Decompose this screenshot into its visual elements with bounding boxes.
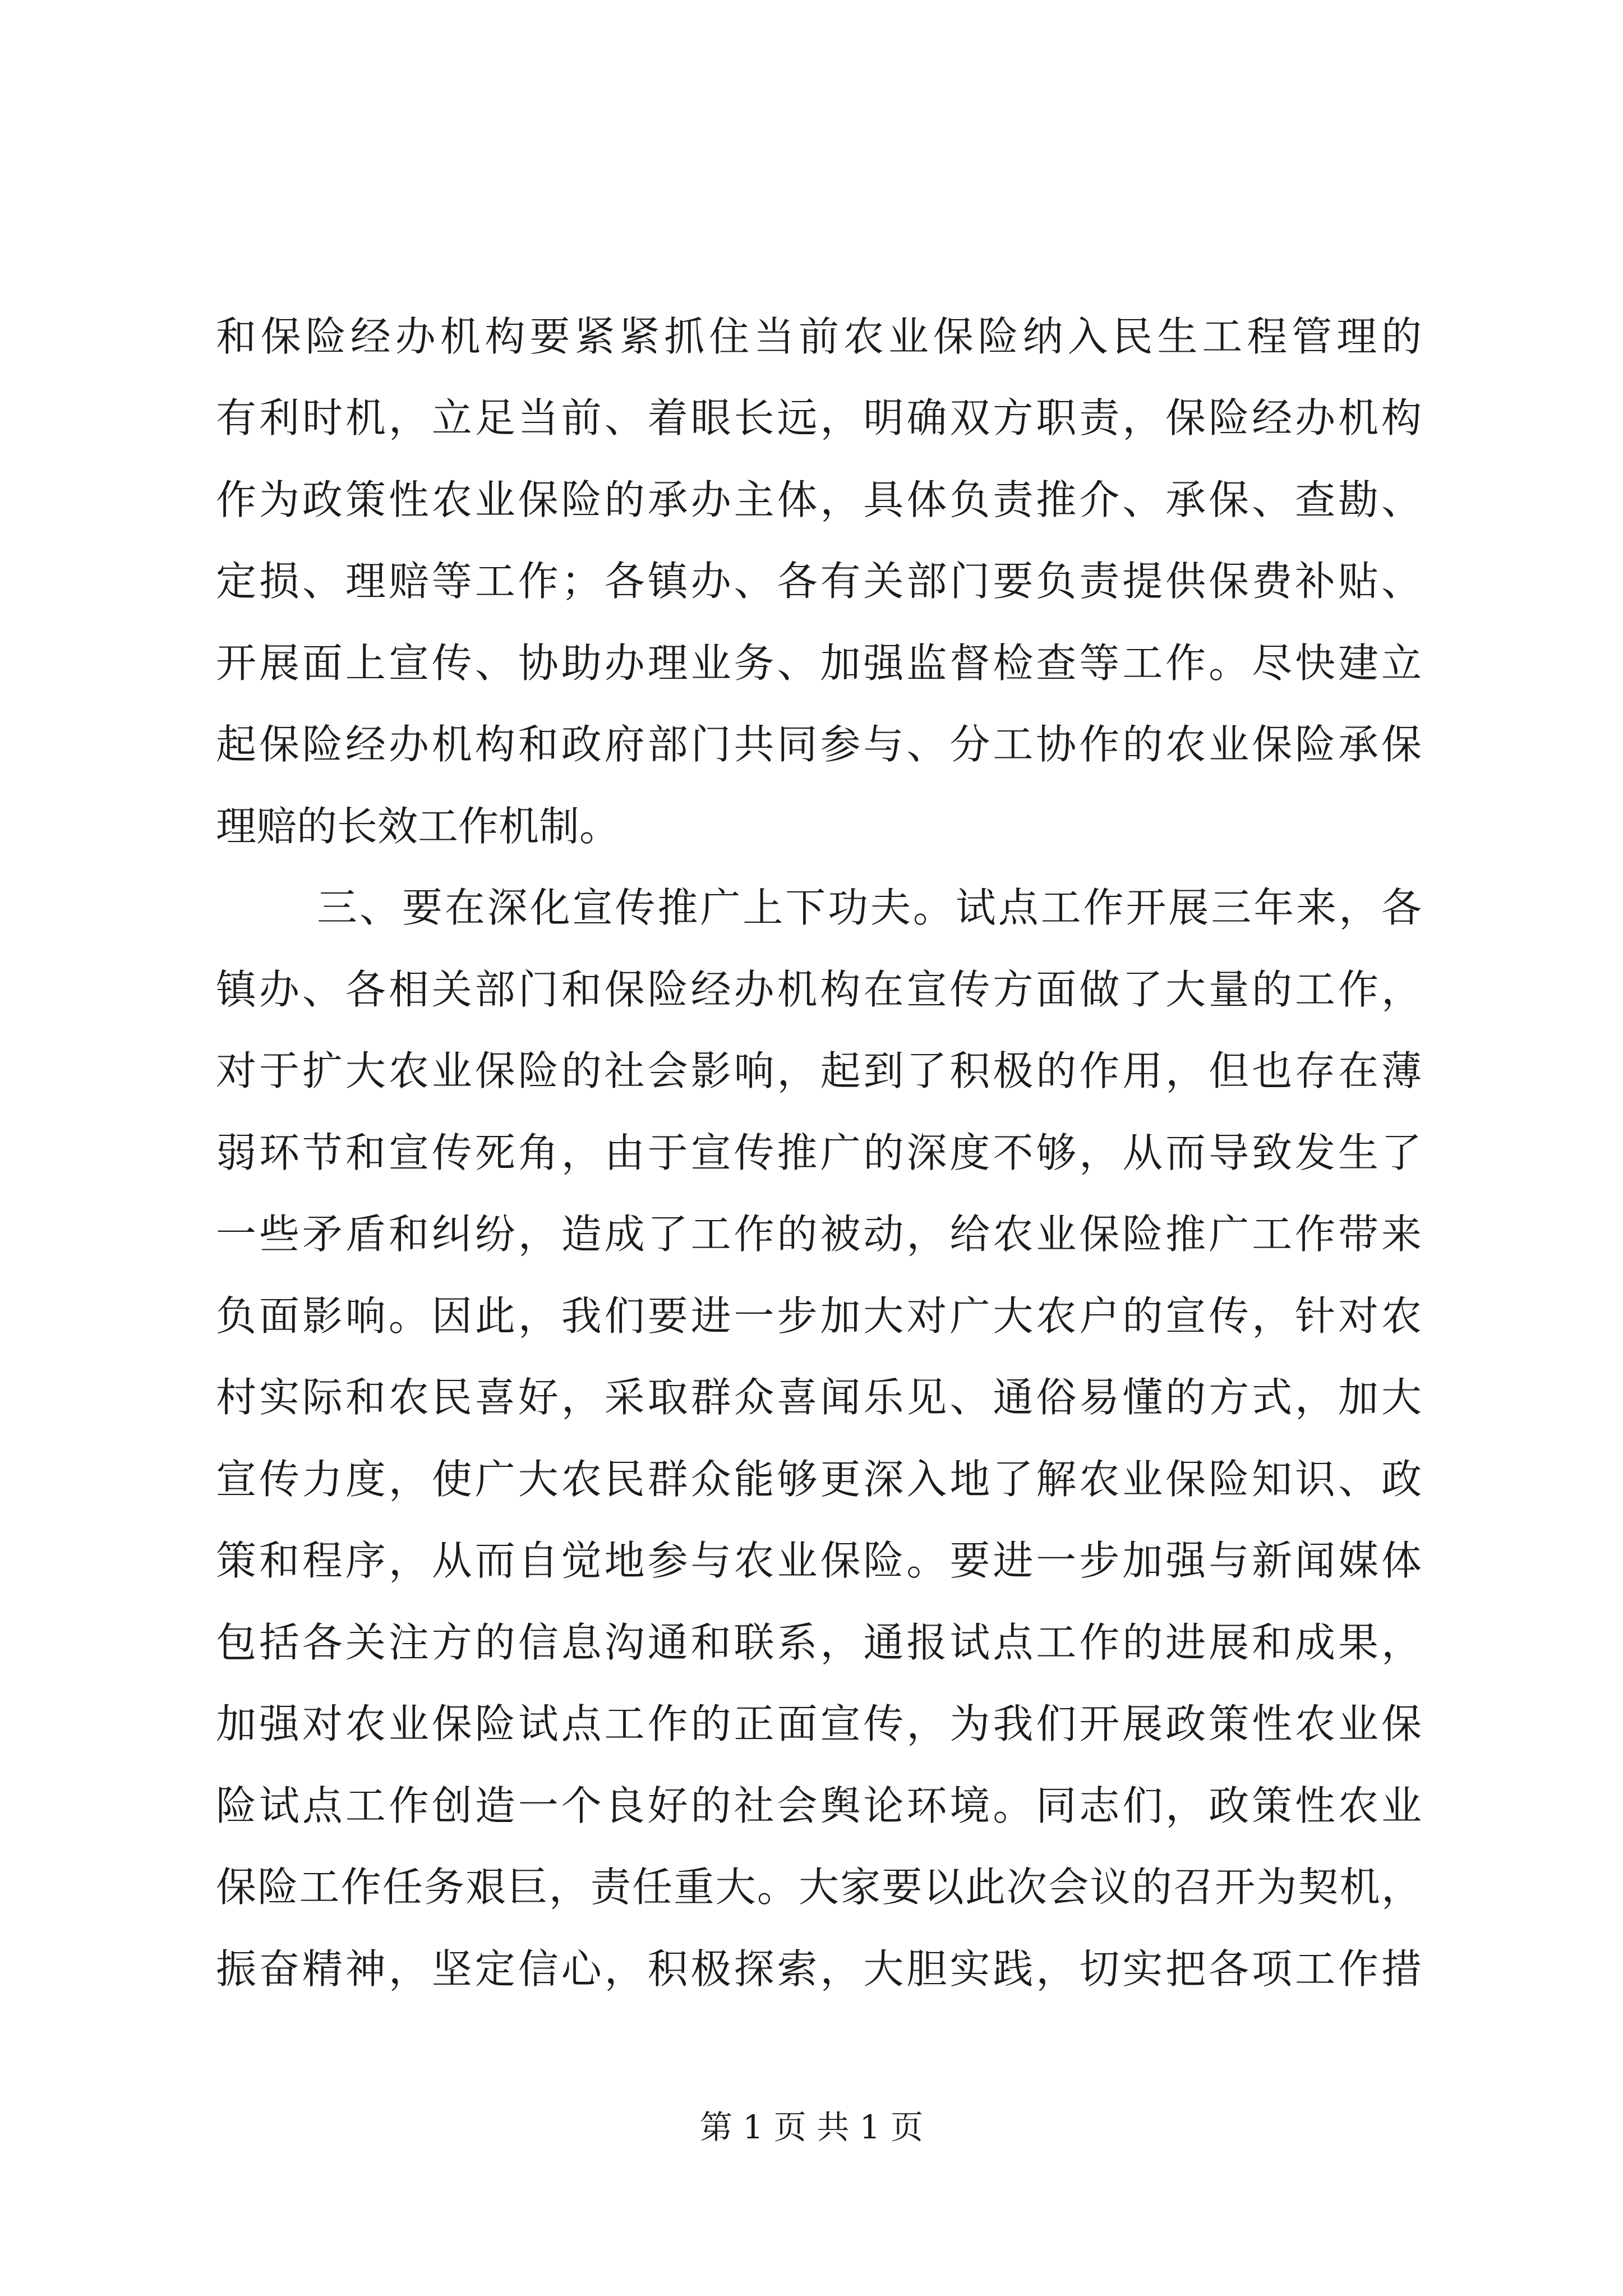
- text-line-9: 镇办、各相关部门和保险经办机构在宣传方面做了大量的工作，: [216, 966, 1422, 1013]
- text-line-6: 起保险经办机构和政府部门共同参与、分工协作的农业保险承保: [216, 721, 1422, 768]
- text-line-1: 和保险经办机构要紧紧抓住当前农业保险纳入民生工程管理的: [216, 313, 1422, 360]
- text-line-17: 包括各关注方的信息沟通和联系，通报试点工作的进展和成果，: [216, 1619, 1422, 1666]
- text-line-3: 作为政策性农业保险的承办主体，具体负责推介、承保、查勘、: [216, 476, 1422, 523]
- text-line-19: 险试点工作创造一个良好的社会舆论环境。同志们，政策性农业: [216, 1782, 1422, 1829]
- text-line-11: 弱环节和宣传死角，由于宣传推广的深度不够，从而导致发生了: [216, 1129, 1422, 1176]
- text-line-2: 有利时机，立足当前、着眼长远，明确双方职责，保险经办机构: [216, 394, 1422, 441]
- text-line-14: 村实际和农民喜好，采取群众喜闻乐见、通俗易懂的方式，加大: [216, 1374, 1422, 1421]
- text-line-8: 三、要在深化宣传推广上下功夫。试点工作开展三年来，各: [317, 884, 1422, 931]
- text-line-7: 理赔的长效工作机制。: [216, 803, 620, 850]
- text-line-18: 加强对农业保险试点工作的正面宣传，为我们开展政策性农业保: [216, 1700, 1422, 1747]
- text-line-15: 宣传力度，使广大农民群众能够更深入地了解农业保险知识、政: [216, 1456, 1422, 1503]
- text-line-5: 开展面上宣传、协助办理业务、加强监督检查等工作。尽快建立: [216, 639, 1422, 687]
- text-line-12: 一些矛盾和纠纷，造成了工作的被动，给农业保险推广工作带来: [216, 1211, 1422, 1258]
- text-line-16: 策和程序，从而自觉地参与农业保险。要进一步加强与新闻媒体: [216, 1537, 1422, 1584]
- text-line-20: 保险工作任务艰巨，责任重大。大家要以此次会议的召开为契机，: [216, 1864, 1422, 1911]
- page-number-footer: 第 1 页 共 1 页: [700, 2108, 923, 2146]
- text-line-13: 负面影响。因此，我们要进一步加大对广大农户的宣传，针对农: [216, 1292, 1422, 1340]
- text-line-21: 振奋精神，坚定信心，积极探索，大胆实践，切实把各项工作措: [216, 1945, 1422, 1993]
- text-line-10: 对于扩大农业保险的社会影响，起到了积极的作用，但也存在薄: [216, 1047, 1422, 1094]
- text-line-4: 定损、理赔等工作；各镇办、各有关部门要负责提供保费补贴、: [216, 558, 1422, 605]
